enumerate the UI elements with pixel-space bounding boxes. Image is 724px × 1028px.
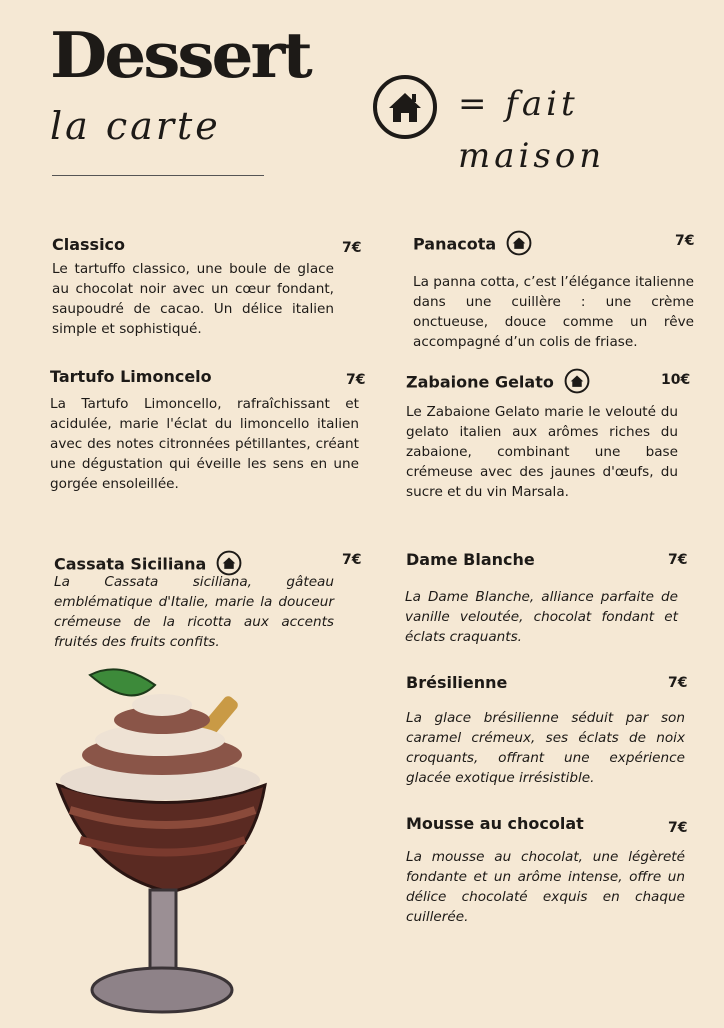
item-desc: La Tartufo Limoncello, rafraîchissant et acidulée, marie l'éclat du limoncello italien avec des notes citronnées pétillantes, créant une dégustation qui éveille les sens en une gorgée ensoleillée.	[50, 396, 359, 492]
house-icon	[564, 368, 590, 398]
item-price: 7€	[675, 233, 695, 249]
item-name: Dame Blanche	[406, 550, 535, 569]
item-name: Cassata Siciliana	[54, 554, 207, 574]
legend-text-1: = fait	[458, 84, 579, 124]
item-price: 7€	[668, 820, 688, 836]
item-price: 7€	[342, 552, 362, 568]
menu-title: Dessert	[50, 17, 310, 93]
house-icon	[372, 74, 438, 144]
item-desc: La mousse au chocolat, une légèreté fondante et un arôme intense, offre un délice chocolaté exquis en chaque cuillerée.	[406, 849, 685, 925]
legend-homemade	[458, 78, 605, 182]
legend-text-2: maison	[458, 136, 606, 176]
item-name: Classico	[52, 235, 126, 254]
item-desc: Le Zabaione Gelato marie le velouté du gelato italien aux arômes riches du zabaione, combinant une base crémeuse avec des jaunes d'œufs, du sucre et du vin Marsala.	[406, 404, 678, 500]
item-desc: La glace brésilienne séduit par son caramel crémeux, ses éclats de noix croquants, offrant une expérience glacée exotique irrésistible.	[406, 710, 685, 786]
item-desc: La Dame Blanche, alliance parfaite de vanille veloutée, chocolat fondant et éclats craquants.	[405, 589, 678, 645]
item-price: 10€	[661, 372, 691, 388]
item-price: 7€	[342, 240, 362, 256]
item-desc: La Cassata siciliana, gâteau emblématique d'Italie, marie la douceur crémeuse de la ricotta aux accents fruités des fruits confits.	[54, 574, 334, 650]
item-desc: Le tartuffo classico, une boule de glace au chocolat noir avec un cœur fondant, saupoudré de cacao. Un délice italien simple et sophistiqué.	[52, 261, 334, 337]
item-name: Tartufo Limoncelo	[50, 367, 212, 386]
item-name: Brésilienne	[406, 673, 508, 692]
item-price: 7€	[668, 675, 688, 691]
item-name: Mousse au chocolat	[406, 814, 584, 833]
item-name: Zabaione Gelato	[406, 372, 554, 392]
divider	[52, 175, 264, 176]
sundae-illustration	[50, 660, 290, 1028]
item-desc: La panna cotta, c’est l’élégance italienne dans une cuillère : une crème onctueuse, douce comme un rêve accompagné d’un colis de friase.	[413, 274, 694, 350]
menu-subtitle: la carte	[50, 104, 221, 148]
item-price: 7€	[346, 372, 366, 388]
item-name: Panacota	[413, 234, 497, 254]
item-price: 7€	[668, 552, 688, 568]
house-icon	[506, 230, 532, 260]
